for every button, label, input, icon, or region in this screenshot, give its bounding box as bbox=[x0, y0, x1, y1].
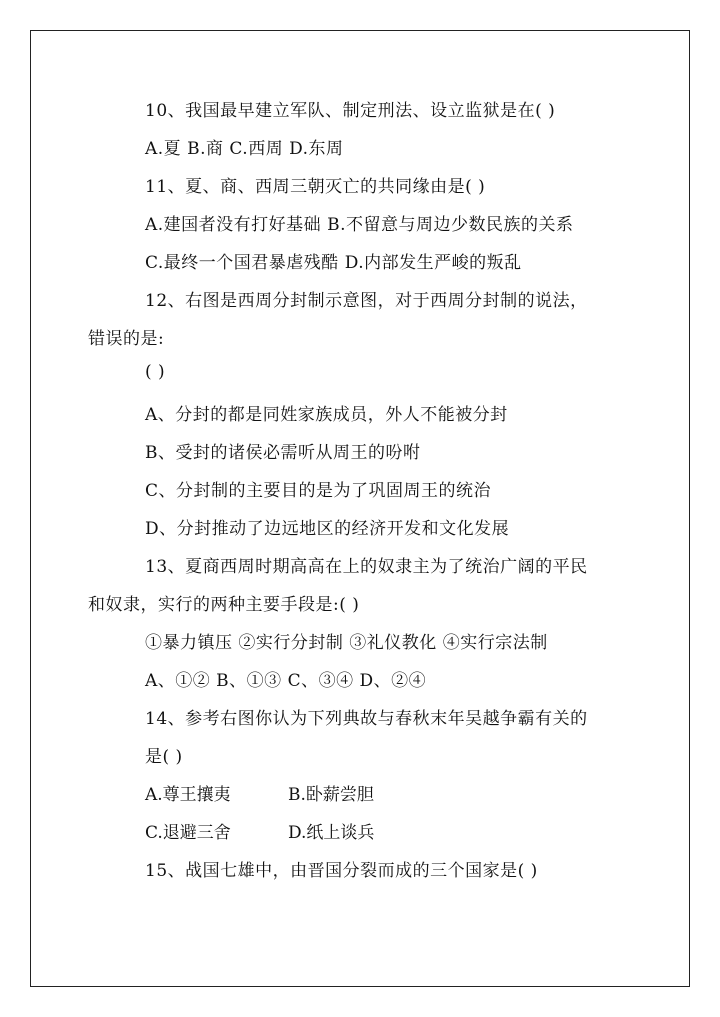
q12-stem-line2: 错误的是: bbox=[88, 329, 165, 349]
q14-stem-line1: 14、参考右图你认为下列典故与春秋末年吴越争霸有关的 bbox=[145, 709, 588, 729]
q10-options: A.夏 B.商 C.西周 D.东周 bbox=[145, 139, 344, 159]
q11-options-line1: A.建国者没有打好基础 B.不留意与周边少数民族的关系 bbox=[145, 215, 574, 235]
q14-option-d: D.纸上谈兵 bbox=[288, 823, 375, 843]
q13-stem-line2: 和奴隶，实行的两种主要手段是:( ) bbox=[88, 595, 360, 615]
q10-stem: 10、我国最早建立军队、制定刑法、设立监狱是在( ) bbox=[145, 101, 556, 121]
q14-option-a: A.尊王攘夷 bbox=[145, 785, 231, 805]
q13-items: ①暴力镇压 ②实行分封制 ③礼仪教化 ④实行宗法制 bbox=[145, 633, 548, 653]
q11-stem: 11、夏、商、西周三朝灭亡的共同缘由是( ) bbox=[145, 177, 486, 197]
q13-stem-line1: 13、夏商西周时期高高在上的奴隶主为了统治广阔的平民 bbox=[145, 557, 588, 577]
q12-option-c: C、分封制的主要目的是为了巩固周王的统治 bbox=[145, 481, 492, 501]
q14-stem-line2: 是( ) bbox=[145, 747, 183, 767]
q12-option-a: A、分封的都是同姓家族成员，外人不能被分封 bbox=[145, 405, 508, 425]
q12-bracket: ( ) bbox=[145, 362, 166, 382]
q14-option-b: B.卧薪尝胆 bbox=[288, 785, 374, 805]
q12-stem-line1: 12、右图是西周分封制示意图，对于西周分封制的说法， bbox=[145, 291, 588, 311]
q14-option-c: C.退避三舍 bbox=[145, 823, 231, 843]
q13-options: A、①② B、①③ C、③④ D、②④ bbox=[145, 671, 427, 691]
q12-option-d: D、分封推动了边远地区的经济开发和文化发展 bbox=[145, 519, 510, 539]
q12-option-b: B、受封的诸侯必需听从周王的吩咐 bbox=[145, 443, 421, 463]
q11-options-line2: C.最终一个国君暴虐残酷 D.内部发生严峻的叛乱 bbox=[145, 253, 522, 273]
q15-stem: 15、战国七雄中，由晋国分裂而成的三个国家是( ) bbox=[145, 861, 538, 881]
